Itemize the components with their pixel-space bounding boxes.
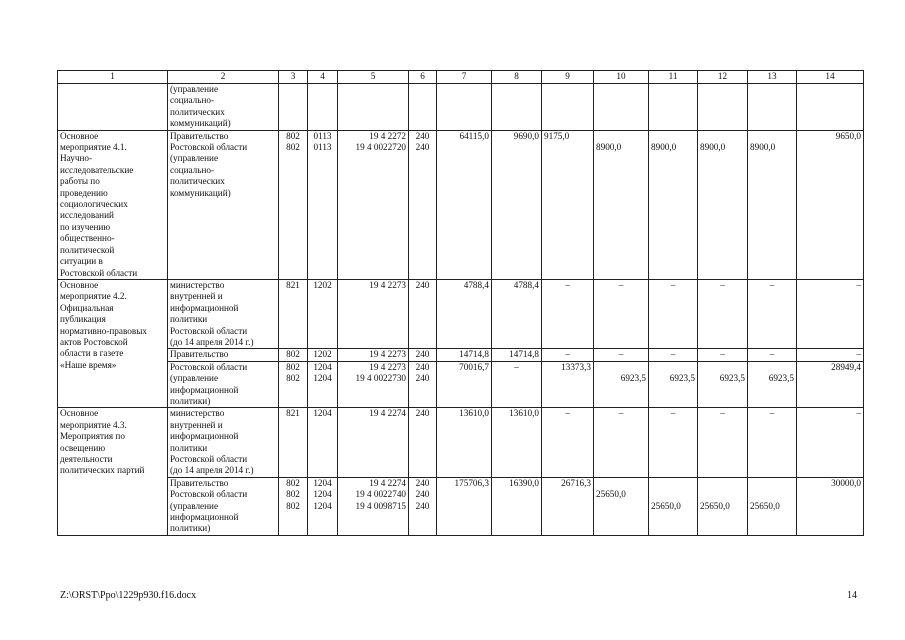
amount-cell: – bbox=[797, 279, 864, 348]
amount-cell: – bbox=[594, 349, 649, 361]
column-number: 2 bbox=[168, 71, 279, 84]
amount-cell: 8900,0 bbox=[698, 130, 748, 279]
cell bbox=[594, 84, 649, 131]
executor-cell: Правительство Ростовской области (управление информационной политики) bbox=[168, 477, 279, 535]
grbs-cell: 802 bbox=[279, 349, 308, 361]
executor-cell: (управление социально- политических коммуникаций) bbox=[168, 84, 279, 131]
vr-cell: 240 240 bbox=[409, 361, 437, 408]
vr-cell: 240 240 bbox=[409, 130, 437, 279]
column-number: 9 bbox=[542, 71, 594, 84]
amount-cell: – bbox=[649, 349, 698, 361]
amount-cell: 28949,4 bbox=[797, 361, 864, 408]
table-row bbox=[58, 130, 864, 279]
amount-cell: 13610,0 bbox=[437, 408, 492, 477]
amount-cell: 25650,0 bbox=[594, 477, 649, 535]
amount-cell: – bbox=[698, 408, 748, 477]
column-number: 8 bbox=[492, 71, 542, 84]
column-number: 12 bbox=[698, 71, 748, 84]
column-number: 14 bbox=[797, 71, 864, 84]
amount-cell: – bbox=[698, 349, 748, 361]
amount-cell: 25650,0 bbox=[698, 477, 748, 535]
event-cell: Основное мероприятие 4.2. Официальная публикация нормативно-правовых актов Ростовской области в газете «Наше время» bbox=[58, 279, 168, 407]
cell bbox=[437, 84, 492, 131]
column-number: 3 bbox=[279, 71, 308, 84]
amount-cell: 9175,0 bbox=[542, 130, 594, 279]
cell bbox=[748, 84, 797, 131]
amount-cell: – bbox=[594, 408, 649, 477]
amount-cell: – bbox=[698, 279, 748, 348]
event-cell: Основное мероприятие 4.3. Мероприятия по освещению деятельности политических партий bbox=[58, 408, 168, 535]
amount-cell: 8900,0 bbox=[649, 130, 698, 279]
amount-cell: 4788,4 bbox=[492, 279, 542, 348]
amount-cell: 6923,5 bbox=[748, 361, 797, 408]
column-number: 5 bbox=[338, 71, 409, 84]
budget-table bbox=[57, 70, 864, 536]
cell bbox=[542, 84, 594, 131]
event-cell bbox=[58, 84, 168, 131]
cell bbox=[338, 84, 409, 131]
amount-cell: 8900,0 bbox=[594, 130, 649, 279]
amount-cell: – bbox=[797, 408, 864, 477]
csr-cell: 19 4 2274 19 4 0022740 19 4 0098715 bbox=[338, 477, 409, 535]
table-row bbox=[58, 361, 864, 408]
amount-cell: 9650,0 bbox=[797, 130, 864, 279]
rzpr-cell: 0113 0113 bbox=[308, 130, 338, 279]
grbs-cell: 802 802 bbox=[279, 361, 308, 408]
table-row bbox=[58, 349, 864, 361]
column-number: 1 bbox=[58, 71, 168, 84]
file-path: Z:\ORST\Ppo\1229p930.f16.docx bbox=[60, 590, 197, 601]
amount-cell: – bbox=[649, 408, 698, 477]
amount-cell: 6923,5 bbox=[649, 361, 698, 408]
amount-cell: – bbox=[542, 279, 594, 348]
csr-cell: 19 4 2273 19 4 0022730 bbox=[338, 361, 409, 408]
executor-cell: Ростовской области (управление информационной политики) bbox=[168, 361, 279, 408]
amount-cell: – bbox=[649, 279, 698, 348]
column-number: 4 bbox=[308, 71, 338, 84]
vr-cell: 240 bbox=[409, 408, 437, 477]
grbs-cell: 802 802 bbox=[279, 130, 308, 279]
amount-cell: 16390,0 bbox=[492, 477, 542, 535]
amount-cell: 8900,0 bbox=[748, 130, 797, 279]
amount-cell: 13610,0 bbox=[492, 408, 542, 477]
rzpr-cell: 1204 bbox=[308, 408, 338, 477]
grbs-cell: 802 802 802 bbox=[279, 477, 308, 535]
cell bbox=[797, 84, 864, 131]
column-number: 11 bbox=[649, 71, 698, 84]
csr-cell: 19 4 2272 19 4 0022720 bbox=[338, 130, 409, 279]
amount-cell: 30000,0 bbox=[797, 477, 864, 535]
grbs-cell: 821 bbox=[279, 279, 308, 348]
cell bbox=[698, 84, 748, 131]
amount-cell: – bbox=[748, 408, 797, 477]
vr-cell: 240 240 240 bbox=[409, 477, 437, 535]
grbs-cell: 821 bbox=[279, 408, 308, 477]
rzpr-cell: 1204 1204 1204 bbox=[308, 477, 338, 535]
cell bbox=[279, 84, 308, 131]
amount-cell: 14714,8 bbox=[492, 349, 542, 361]
amount-cell: 70016,7 bbox=[437, 361, 492, 408]
executor-cell: министерство внутренней и информационной политики Ростовской области (до 14 апреля 2014 г.) bbox=[168, 279, 279, 348]
executor-cell: министерство внутренней и информационной политики Ростовской области (до 14 апреля 2014 г.) bbox=[168, 408, 279, 477]
amount-cell: – bbox=[797, 349, 864, 361]
rzpr-cell: 1204 1204 bbox=[308, 361, 338, 408]
header-row bbox=[58, 71, 864, 84]
amount-cell: 26716,3 bbox=[542, 477, 594, 535]
column-number: 13 bbox=[748, 71, 797, 84]
cell bbox=[649, 84, 698, 131]
column-number: 10 bbox=[594, 71, 649, 84]
amount-cell: 13373,3 bbox=[542, 361, 594, 408]
table-row bbox=[58, 477, 864, 535]
amount-cell: 14714,8 bbox=[437, 349, 492, 361]
amount-cell: – bbox=[542, 408, 594, 477]
cell bbox=[308, 84, 338, 131]
amount-cell: 64115,0 bbox=[437, 130, 492, 279]
column-number: 7 bbox=[437, 71, 492, 84]
amount-cell: – bbox=[492, 361, 542, 408]
amount-cell: 6923,5 bbox=[698, 361, 748, 408]
amount-cell: – bbox=[594, 279, 649, 348]
csr-cell: 19 4 2274 bbox=[338, 408, 409, 477]
amount-cell: 4788,4 bbox=[437, 279, 492, 348]
column-number: 6 bbox=[409, 71, 437, 84]
table-row bbox=[58, 279, 864, 348]
cell bbox=[409, 84, 437, 131]
amount-cell: – bbox=[748, 349, 797, 361]
amount-cell: 25650,0 bbox=[649, 477, 698, 535]
executor-cell: Правительство bbox=[168, 349, 279, 361]
amount-cell: – bbox=[542, 349, 594, 361]
executor-cell: Правительство Ростовской области (управление социально- политических коммуникаций) bbox=[168, 130, 279, 279]
rzpr-cell: 1202 bbox=[308, 349, 338, 361]
amount-cell: 9690,0 bbox=[492, 130, 542, 279]
page-number: 14 bbox=[847, 590, 857, 601]
csr-cell: 19 4 2273 bbox=[338, 349, 409, 361]
cell bbox=[492, 84, 542, 131]
csr-cell: 19 4 2273 bbox=[338, 279, 409, 348]
table-row bbox=[58, 408, 864, 477]
vr-cell: 240 bbox=[409, 279, 437, 348]
vr-cell: 240 bbox=[409, 349, 437, 361]
amount-cell: 6923,5 bbox=[594, 361, 649, 408]
table-row bbox=[58, 84, 864, 131]
amount-cell: – bbox=[748, 279, 797, 348]
amount-cell: 175706,3 bbox=[437, 477, 492, 535]
rzpr-cell: 1202 bbox=[308, 279, 338, 348]
event-cell: Основное мероприятие 4.1. Научно- исследовательские работы по проведению социологических исследований по изучению общественно- политической ситуации в Ростовской области bbox=[58, 130, 168, 279]
amount-cell: 25650,0 bbox=[748, 477, 797, 535]
